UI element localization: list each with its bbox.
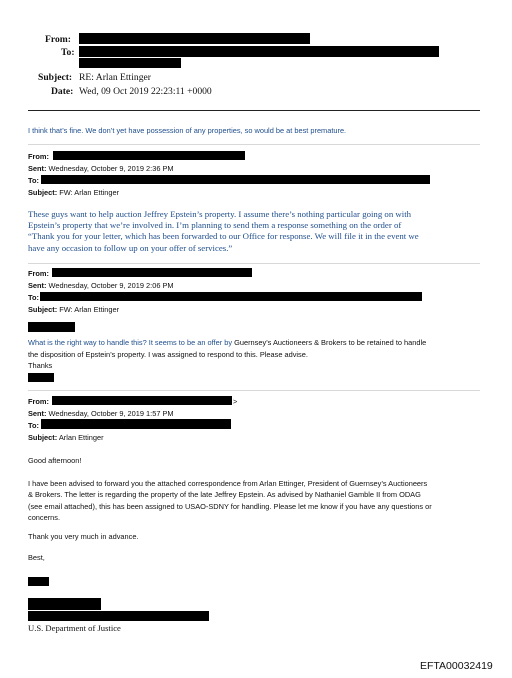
redacted-msg2-from [53,151,245,160]
redacted-msg4-to [41,419,231,429]
divider-3 [28,390,480,391]
to-label: To: [61,47,75,58]
divider-2 [28,263,480,264]
msg3-to: To: [28,293,39,302]
redacted-msg4-name [28,598,101,610]
redacted-msg4-title [28,611,209,621]
redacted-msg3-from [52,268,252,277]
msg4-to: To: [28,421,39,430]
msg2-to: To: [28,176,39,185]
msg4-greeting: Good afternoon! [28,456,82,465]
msg2-subject: Subject: FW: Arlan Ettinger [28,188,120,197]
date-label: Date: [51,86,74,97]
from-label: From: [45,34,71,45]
document-id: EFTA00032419 [420,660,493,672]
msg4-from-trail: > [233,397,238,406]
subject-value: RE: Arlan Ettinger [79,72,151,83]
divider-1 [28,144,480,145]
redacted-to-1 [79,46,439,57]
msg3-from: From: [28,269,49,278]
msg2-body: These guys want to help auction Jeffrey Epstein’s property. I assume there’s nothing particular going on with Epstein’s property that we’re involved in. I’m planning to send them a response something on the order of “Thank you for your letter, which has been forwarded to our Office for response. We will file it in the event we have any occasion to follow up on your offer of services.” [28,209,419,253]
msg4-best: Best, [28,553,45,562]
msg4-thanks: Thank you very much in advance. [28,532,139,541]
redacted-msg2-to [41,175,430,184]
redacted-msg3-salutation [28,322,75,332]
msg4-subject: Subject: Arlan Ettinger [28,433,104,442]
redacted-to-2 [79,58,181,68]
msg3-sent: Sent: Wednesday, October 9, 2019 2:06 PM [28,281,174,290]
redacted-msg4-from [52,396,232,405]
msg3-body: What is the right way to handle this? It seems to be an offer by Guernsey’s Auctioneers & Brokers to be retained to handle the disposition of Epstein’s property. I was assigned to respond to this. Please advise. Thanks [28,338,427,370]
msg2-from: From: [28,152,49,161]
header-divider [28,110,480,111]
department-name: U.S. Department of Justice [28,623,121,633]
msg2-sent: Sent: Wednesday, October 9, 2019 2:36 PM [28,164,174,173]
date-value: Wed, 09 Oct 2019 22:23:11 +0000 [79,86,212,97]
msg4-from: From: [28,397,49,406]
redacted-from [79,33,310,44]
msg3-subject: Subject: FW: Arlan Ettinger [28,305,120,314]
redacted-msg3-signature [28,373,54,382]
msg4-sent: Sent: Wednesday, October 9, 2019 1:57 PM [28,409,174,418]
redacted-msg3-to [40,292,422,301]
redacted-msg4-signoff [28,577,49,586]
msg4-paragraph: I have been advised to forward you the attached correspondence from Arlan Ettinger, President of Guernsey’s Auctioneers & Brokers. The letter is regarding the property of the late Jeffrey Epstein. As advised by Nathaniel Gamble II from ODAG (see email attached), this has been assigned to USAO-SDNY for handling. Please let me know if you have any questions or concerns. [28,479,432,522]
subject-label: Subject: [38,72,73,83]
reply-text: I think that’s fine. We don’t yet have possession of any properties, so would be at best premature. [28,126,347,135]
